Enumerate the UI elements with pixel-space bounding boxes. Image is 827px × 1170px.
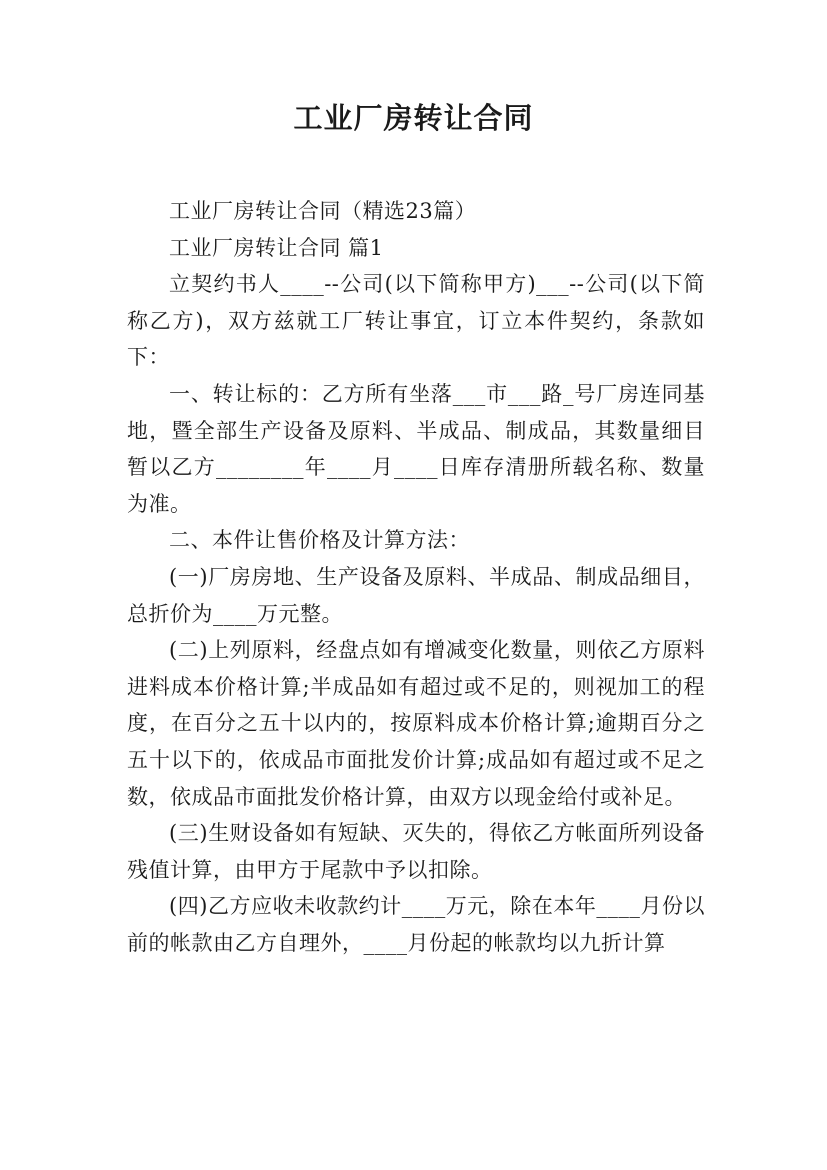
paragraph-item-2: (二)上列原料，经盘点如有增减变化数量，则依乙方原料进料成本价格计算;半成品如有超过或不足的，则视加工的程度，在百分之五十以内的，按原料成本价格计算;逾期百分之五十以下的，依成品市面批发价计算;成品如有超过或不足之数，依成品市面批发价格计算，由双方以现金给付或补足。 — [127, 638, 705, 809]
paragraph-item-4: (四)乙方应收未收款约计____万元，除在本年____月份以前的帐款由乙方自理外，____月份起的帐款均以九折计算 — [127, 894, 705, 955]
document-body — [127, 193, 705, 961]
subtitle-line: 工业厂房转让合同（精选23篇） — [169, 199, 477, 223]
section-heading: 工业厂房转让合同 篇1 — [169, 235, 384, 260]
paragraph-clause-2: 二、本件让售价格及计算方法： — [169, 528, 470, 553]
paragraph-clause-1: 一、转让标的：乙方所有坐落___市___路_号厂房连同基地，暨全部生产设备及原料、半成品、制成品，其数量细目暂以乙方________年____月____日库存清册所载名称、数量为准。 — [127, 381, 705, 516]
paragraph-item-3: (三)生财设备如有短缺、灭失的，得依乙方帐面所列设备残值计算，由甲方于尾款中予以扣除。 — [127, 821, 705, 882]
document-title: 工业厂房转让合同 — [293, 101, 534, 135]
paragraph-item-1: (一)厂房房地、生产设备及原料、半成品、制成品细目，总折价为____万元整。 — [127, 564, 705, 626]
paragraph-parties: 立契约书人____--公司(以下简称甲方)___--公司(以下简称乙方)，双方兹就工厂转让事宜，订立本件契约，条款如下： — [127, 272, 705, 370]
